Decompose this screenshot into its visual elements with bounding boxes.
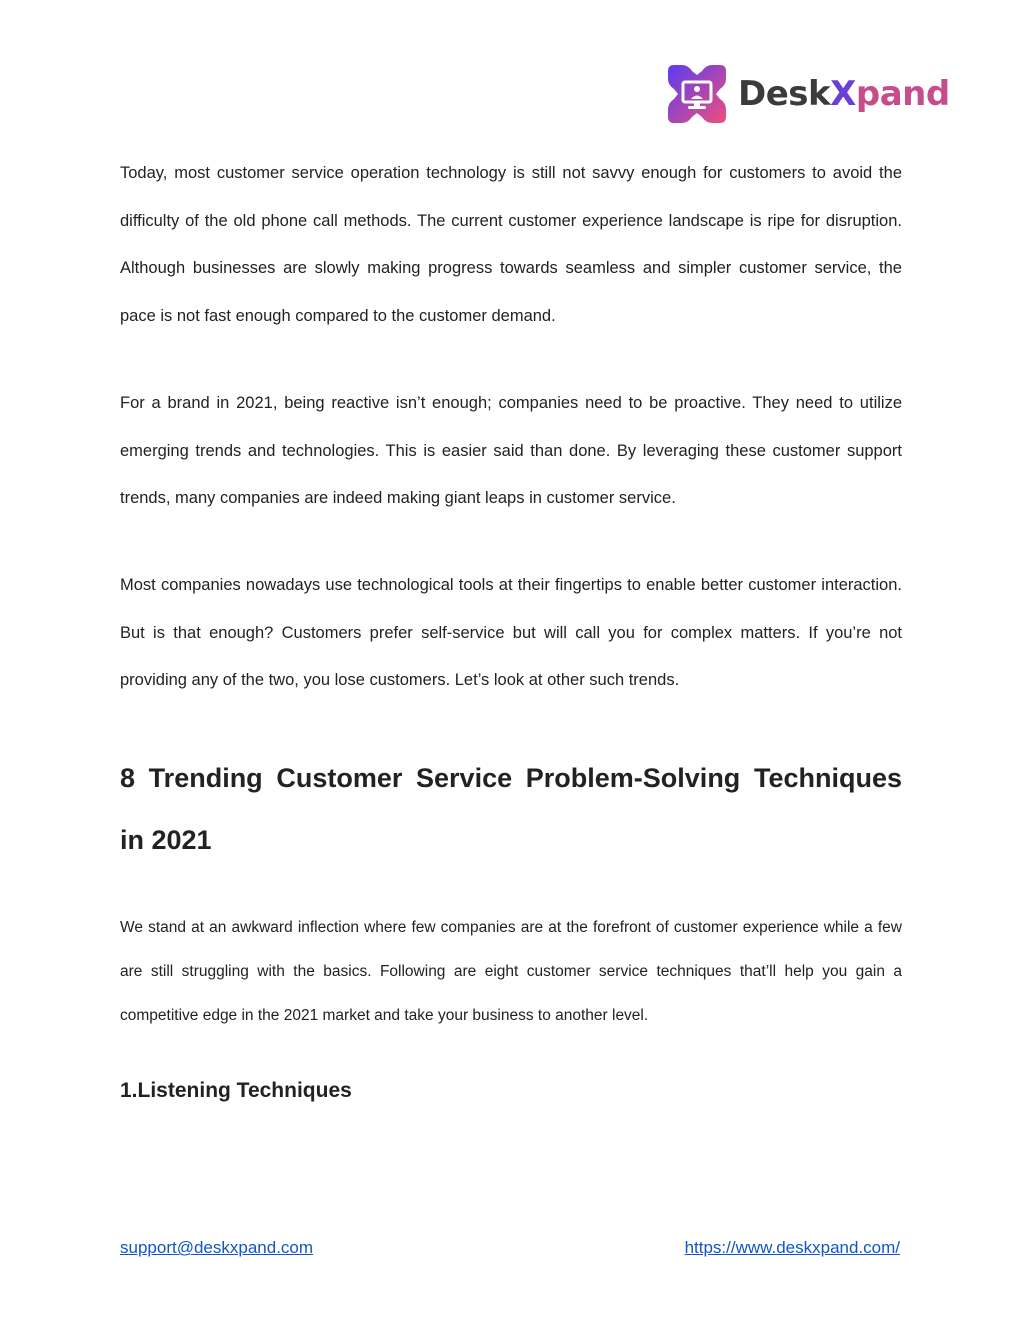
- page-footer: [120, 1238, 902, 1262]
- logo-wordmark: [738, 74, 950, 114]
- section-heading: 8 Trending Customer Service Problem-Solving Techniques in 2021: [120, 763, 902, 856]
- deskxpand-logo-mark-icon: [664, 61, 730, 127]
- brand-logo: [664, 60, 950, 128]
- paragraph-1: Today, most customer service operation technology is still not savvy enough for customers to avoid the difficulty of the old phone call methods. The current customer experience landscape is ripe for disruption. Although businesses are slowly making progress towards seamless and simpler customer service, the pace is not fast enough compared to the customer demand.: [120, 164, 902, 326]
- website-link[interactable]: https://www.deskxpand.com/: [684, 1238, 900, 1257]
- support-email-link[interactable]: support@deskxpand.com: [120, 1238, 314, 1257]
- document-body: [120, 150, 902, 1106]
- paragraph-2: For a brand in 2021, being reactive isn’t enough; companies need to be proactive. They need to utilize emerging trends and technologies. This is easier said than done. By leveraging these customer support trends, many companies are indeed making giant leaps in customer service.: [120, 393, 902, 508]
- logo-text-x: X: [830, 74, 856, 114]
- section-intro: We stand at an awkward inflection where few companies are at the forefront of customer experience while a few are still struggling with the basics. Following are eight customer service techniques that’ll help you gain a competitive edge in the 2021 market and take your business to another level.: [120, 919, 902, 1025]
- paragraph-3: Most companies nowadays use technological tools at their fingertips to enable better customer interaction. But is that enough? Customers prefer self-service but will call you for complex matters. If you’re not providing any of the two, you lose customers. Let’s look at other such trends.: [120, 575, 902, 690]
- subheading-listening-techniques: 1.Listening Techniques: [120, 1079, 352, 1103]
- logo-text-desk: Desk: [738, 74, 831, 114]
- logo-text-pand: pand: [855, 74, 950, 114]
